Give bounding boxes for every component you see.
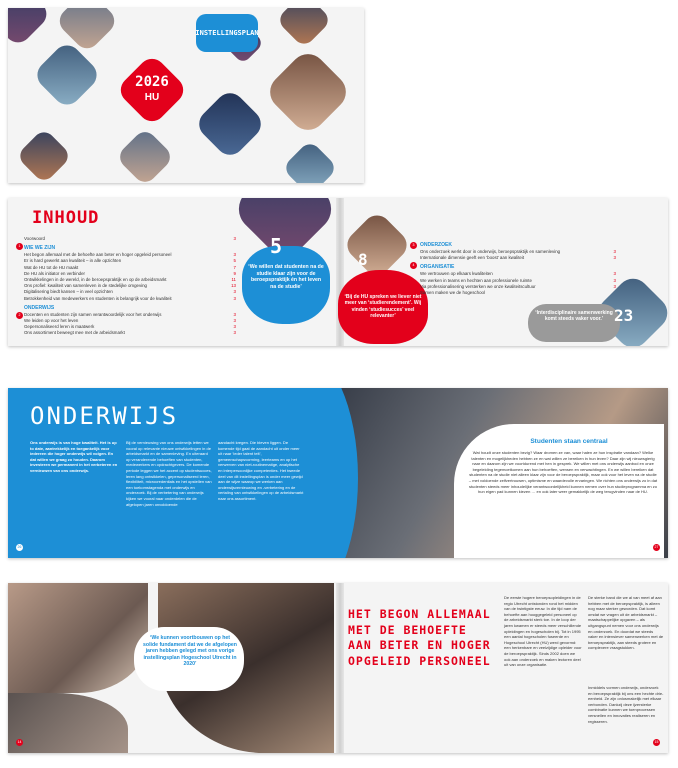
toc-item[interactable]: We vertrouwen op elkaars kwaliteiten 3	[420, 271, 616, 277]
toc-item[interactable]: Gepersonaliseerd leren is maatwerk 3	[24, 324, 236, 330]
section-2-number: 2	[16, 312, 23, 319]
plan-badge-text: INSTELLINGSPLAN	[195, 29, 259, 37]
cover-photo-8	[16, 128, 73, 183]
quote1-number: 5	[270, 234, 283, 258]
toc-item[interactable]: We werken in teams en hechten aan professionele ruimte 3	[420, 277, 616, 283]
toc-item[interactable]: Ons onderzoek werkt door in onderwijs, beroepspraktijk en samenleving 3	[420, 249, 616, 254]
studenten-box-text: Wat houdt onze studenten bezig? Waar dromen ze van, waar halen ze hun inspiratie vandaan? Welke talenten en mogelijkheden hebben ze en wat willen ze bereiken in hun leven? Daar zijn wij nieuwsgierig naar en daarom zijn we voortdurend met hen in gesprek. We willen met ons onderwijs aanbod en onze begeleiding tegemoetkomen aan hun behoeften, wensen en verwachtingen. En we willen bereiken dat studenten na de studie niet alleen klaar zijn voor de beroepspraktijk, maar ook voor het leven na de studie – met voldoende zelfvertrouwen, optimisme en waardevolle ervaringen. We richten ons onderwijs zo in dat studenten steeds meer inhoudelijke verantwoordelijkheid kunnen nemen over hun studieprogramma en zo hun eigen pad kunnen kiezen … en ook later weer gemakkelijk de weg terugvinden naar de HU.	[468, 450, 658, 495]
toc-title: INHOUD	[32, 208, 100, 228]
begon-photo-3	[8, 693, 128, 753]
toc-left-list	[24, 236, 236, 337]
toc-item[interactable]: Wat de HU tot de HU maakt 7	[24, 264, 236, 270]
studenten-box-title: Studenten staan centraal	[530, 438, 608, 445]
toc-section-4-heading: ORGANISATIE	[420, 264, 455, 271]
begon-title: HET BEGON ALLEMAAL MET DE BEHOEFTE AAN BETER EN HOGER OPGELEID PERSONEEL	[348, 607, 491, 668]
onderwijs-page-left: 26	[17, 545, 22, 549]
onderwijs-col3: aandacht kregen. Die bleven liggen. De komende tijd gaat de aandacht uit onder meer uit naar ‘leder talent telt’, gemeenschapsvorming, leerteams en op het verwerven van niet-routinematige, analytische en interpersoonlijke competenties. Het tweede deel van dit instellingsplan is onder meer gewijd aan de wijze waarop we werken aan onderwijsvernieuwing en -verbetering en de vertaling van ontwikkelingen op de arbeidsmarkt naar ons assortiment.	[218, 440, 304, 501]
begon-col1: De eerste hogere beroepsopleidingen in de regio Utrecht ontstonden rond het midden van de twintigste eeuw. In die tijd nam de behoefte aan hooggegeleid personeel op de arbeidsmarkt sterk toe. In de loop der jaren kwamen er steeds meer verschillende opleidingen en hogescholen bij. Tot in 1995 een aantal hogescholen fuseerde en Hogeschool Utrecht (HU) werd gevormd: een herkenbare en veelzijdige opleider voor de beroepspraktijk. Sinds 2002 doen we ook aan onderzoek en maken lectoren deel uit van onze organisatie.	[504, 595, 582, 668]
quote2-text: ‘Bij de HU spreken we liever niet meer van ‘studierendement’. Wij vinden ‘studiesucces’ veel relevanter’	[344, 294, 422, 320]
toc-intro[interactable]: Voorwoord 3	[24, 236, 236, 241]
year-logo	[115, 53, 189, 127]
begon-quote: ‘We kunnen voortbouwen op het solide fundament dat we de afgelopen jaren hebben gelegd met ons vorige instellingsplan Hogeschool Utrecht in 2020’	[143, 635, 237, 668]
toc-item[interactable]: We leiden op voor het leven 3	[24, 318, 236, 324]
toc-item[interactable]: Ons assortiment beweegt mee met de arbeidsmarkt 3	[24, 330, 236, 336]
cover-photo-4	[32, 40, 103, 111]
onderwijs-lead: Ons onderwijs is van hoge kwaliteit. Het is up to date, aantrekkelijk en toegankelijk voor iedereen die hoger onderwijs wil volgen. En dat willen we graag zo houden. Daarom investeren we permanent in het verbeteren en vernieuwen van ons onderwijs.	[30, 440, 118, 473]
year-text: 2026	[135, 74, 169, 90]
plan-badge	[196, 14, 258, 52]
cover-photo-9	[282, 140, 339, 183]
toc-section-3-heading: ONDERZOEK	[420, 242, 452, 248]
begon-page-right: 15	[654, 740, 659, 744]
cover-spread	[8, 8, 364, 183]
onderwijs-page-right: 27	[654, 545, 659, 549]
section-3-number: 3	[410, 242, 417, 249]
toc-spread	[8, 198, 668, 346]
toc-item[interactable]: Betrokkenheid van medewerkers en studenten is belangrijk voor de kwaliteit 3	[24, 295, 236, 301]
quote1-text: ‘We willen dat studenten na de studie klaar zijn voor de beroepspraktijk én het leven na de studie’	[248, 264, 324, 290]
cover-photo-3	[276, 8, 333, 48]
begon-page-left: 14	[17, 740, 22, 744]
cover-photo-5	[193, 87, 267, 161]
begon-col2a: De sterke band die we al van meet af aan hebben met de beroepspraktijk, is alleen nog maar sterker geworden. Dat komt omdat we vragen uit de arbeidsmarkt – maatschappelijke opgaven – als uitgangspunt nemen voor ons onderwijs en onderzoek. En doordat we steeds vaker en intensiever samenwerken met de beroepspraktijk, aan steeds grotere en complexere vraagstukken.	[588, 595, 664, 651]
cover-photo-7	[115, 127, 174, 183]
cover-photo-6	[263, 47, 354, 138]
toc-item[interactable]: De HU als initiator en verbinder 9	[24, 270, 236, 276]
toc-item[interactable]: Via professionalisering versterken we onze kwaliteitscultuur 3	[420, 283, 616, 289]
toc-section-2-heading: ONDERWIJS	[24, 304, 55, 311]
toc-item[interactable]: Het begon allemaal met de behoefte aan beter en hoger opgeleid personeel 3	[24, 252, 236, 258]
toc-item[interactable]: Ontwikkelingen in de wereld, in de beroepspraktijk en op de arbeidsmarkt 11	[24, 277, 236, 283]
section-1-number: 1	[16, 243, 23, 250]
hu-logo: HU	[144, 92, 160, 103]
section-4-number: 4	[410, 262, 417, 269]
onderwijs-col2: Bij de vernieuwing van ons onderwijs letten we vooral op relevante nieuwe ontwikkelingen in de arbeidsmarkt en de samenleving. En uiteraard op veranderende behoeften van studenten, medewerkers en opdrachtgevers. De komende periode leggen we het accent op studentsucces, leren lang ontwikkelen, gepersonaliseerd leren, flexibiliteit, microcredentials en het opstellen van een toekomstagenda met onderwijs en onderzoek. Bij de verbetering van onderwijs kijken we vooral naar onderdelen die de afgelopen jaren onvoldoende	[126, 440, 212, 507]
quote2-number: 8	[358, 250, 368, 269]
begon-col2b: Inmiddels vormen onderwijs, onderzoek en beroepspraktijk bij ons een hechte drie-eenheid. Ze zijn onlosmakelijk met elkaar verbonden. Dankzij deze ijzersterke combinatie kunnen we toenprocessen versnellen en innovaties realiseren en regisseren.	[588, 685, 664, 724]
toc-right-list	[420, 242, 616, 296]
toc-item[interactable]: Digitalisering biedt kansen – in veel opzichten 3	[24, 289, 236, 295]
toc-item[interactable]: Docenten en studenten zijn samen verantwoordelijk voor het onderwijs 3	[24, 311, 236, 317]
toc-item[interactable]: Internationale dimensie geeft een ‘boost’ aan kwaliteit 3	[420, 255, 616, 261]
begon-spread	[8, 583, 668, 753]
toc-section-1-heading: WIE WE ZIJN	[24, 245, 56, 252]
onderwijs-title: ONDERWIJS	[30, 402, 179, 430]
page-fold-2	[336, 583, 344, 753]
onderwijs-spread	[8, 388, 668, 558]
cover-photo-1	[8, 8, 52, 48]
quote3-text: ‘Interdisciplinaire samenwerking komt steeds vaker voor.’	[535, 310, 613, 323]
toc-item[interactable]: Samen maken we de hogeschool	[420, 290, 485, 296]
toc-item[interactable]: Er is hard gewerkt aan kwaliteit – in alle opzichten 5	[24, 258, 236, 264]
quote3-number: 23	[614, 306, 634, 325]
begon-photo-1	[8, 583, 148, 693]
toc-item[interactable]: Ons profiel: kwaliteit van samenleven in de stedelijke omgeving 13	[24, 283, 236, 289]
